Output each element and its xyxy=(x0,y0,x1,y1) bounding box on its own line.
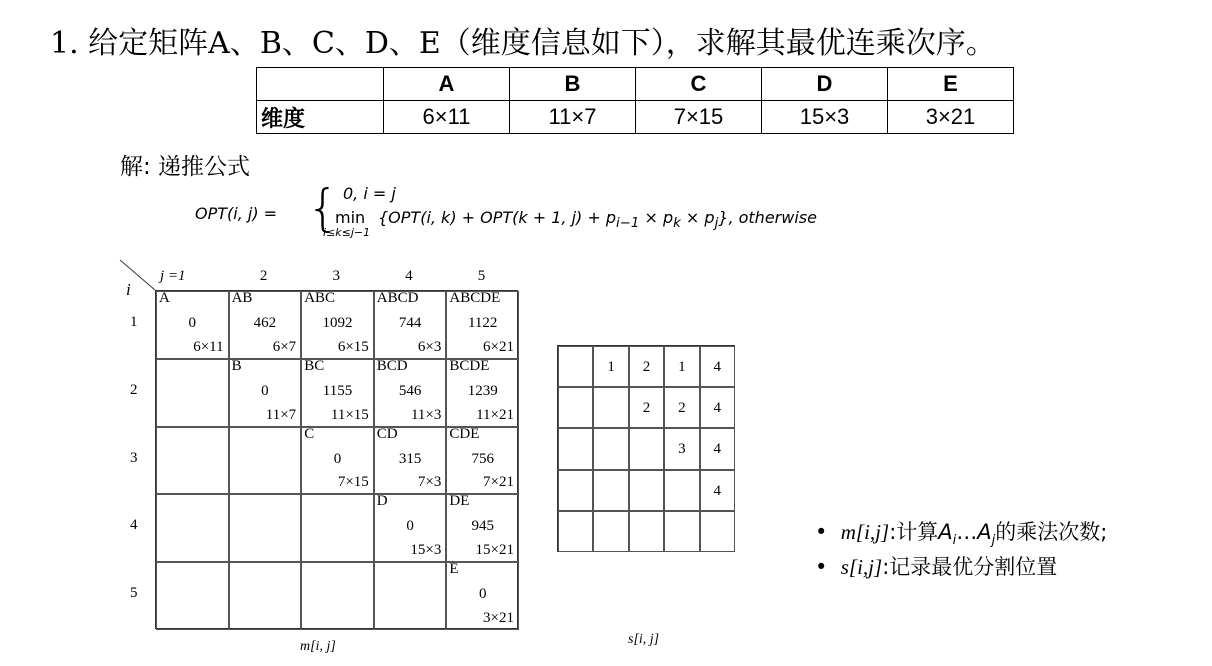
m-cell xyxy=(301,291,374,359)
cell-dimension: 6×21 xyxy=(483,338,514,355)
cell-dimension: 11×21 xyxy=(476,406,514,423)
m-cell xyxy=(446,562,519,630)
matrix-a: A xyxy=(938,520,953,544)
dims-header-cell: B xyxy=(510,68,636,101)
formula-lhs: OPT(i, j) = xyxy=(195,204,278,223)
cell-label: B xyxy=(231,357,242,374)
s-cell: 4 xyxy=(700,387,735,428)
cell-label: AB xyxy=(231,290,253,306)
s-cell: 1 xyxy=(664,346,699,387)
formula-case2 xyxy=(378,208,817,231)
cell-value: 546 xyxy=(398,382,422,399)
j-axis-label: j =1 xyxy=(160,268,186,284)
matrix-a: A xyxy=(977,520,992,544)
cell-value: 0 xyxy=(261,382,269,399)
m-cell xyxy=(374,427,447,495)
cell-label: BCDE xyxy=(449,357,490,374)
m-term: m[i,j] xyxy=(840,520,890,544)
cell-dimension: 7×15 xyxy=(337,474,369,491)
cell-label: BCD xyxy=(376,357,408,374)
m-cell xyxy=(446,494,519,562)
s-term: s[i,j] xyxy=(840,555,883,579)
s-cell: 3 xyxy=(664,428,699,469)
cell-value: 0 xyxy=(188,315,197,331)
formula-tail: }, otherwise xyxy=(718,208,817,227)
brace-icon: { xyxy=(307,179,339,237)
dims-row-label: 维度 xyxy=(257,101,384,134)
cell-dimension: 3×21 xyxy=(483,609,514,626)
s-cell: 4 xyxy=(700,428,735,469)
m-cell xyxy=(446,427,519,495)
sub-i-1: i−1 xyxy=(616,216,640,232)
s-cell xyxy=(593,470,628,511)
cell-dimension: 11×7 xyxy=(265,406,297,423)
formula-times: × p xyxy=(639,208,674,227)
cell-value: 1092 xyxy=(322,315,353,331)
m-cell xyxy=(374,291,447,359)
bullet-text: :记录最优分割位置 xyxy=(882,555,1058,579)
cell-label: CD xyxy=(376,425,398,442)
m-cell xyxy=(374,359,447,427)
s-cell: 4 xyxy=(700,470,735,511)
m-cell xyxy=(156,359,229,427)
cell-dimension: 7×21 xyxy=(483,474,514,491)
formula-min-subscript: i≤k≤j−1 xyxy=(323,226,371,239)
bullet-s: • s[i,j]:记录最优分割位置 xyxy=(815,555,1058,579)
m-cell xyxy=(374,494,447,562)
cell-value: 1155 xyxy=(322,382,353,399)
sub-j: j xyxy=(714,216,719,232)
m-table-caption: m[i, j] xyxy=(300,639,336,654)
dims-header-cell: E xyxy=(888,68,1014,101)
cell-dimension: 11×15 xyxy=(330,406,369,423)
s-cell xyxy=(629,511,664,552)
cell-dimension: 6×7 xyxy=(272,338,297,355)
s-table xyxy=(557,345,735,552)
cell-value: 744 xyxy=(398,315,422,331)
cell-dimension: 6×11 xyxy=(193,338,224,355)
cell-dimension: 11×3 xyxy=(410,406,442,423)
s-table-caption: s[i, j] xyxy=(628,632,660,647)
s-cell xyxy=(629,428,664,469)
m-cell xyxy=(374,562,447,630)
row-header: 5 xyxy=(130,585,138,602)
s-cell xyxy=(593,511,628,552)
m-cell xyxy=(229,291,302,359)
s-cell: 1 xyxy=(593,346,628,387)
cell-dimension: 6×3 xyxy=(417,338,442,355)
cell-label: C xyxy=(304,425,315,442)
cell-label: BC xyxy=(304,357,325,374)
cell-value: 945 xyxy=(471,518,494,535)
cell-value: 0 xyxy=(478,586,487,603)
cell-label: A xyxy=(159,290,170,306)
cell-dimension: 15×3 xyxy=(410,542,442,559)
cell-dimension: 15×21 xyxy=(475,542,514,559)
dims-value-cell: 6×11 xyxy=(384,101,510,134)
cell-label: ABCD xyxy=(376,290,419,306)
cell-label: DE xyxy=(449,493,470,510)
dims-header-cell xyxy=(257,68,384,101)
dims-value-cell: 3×21 xyxy=(888,101,1014,134)
cell-label: ABC xyxy=(304,290,336,306)
solution-label: 解: 递推公式 xyxy=(120,154,251,180)
dims-header-cell: A xyxy=(384,68,510,101)
dims-value-row xyxy=(257,101,1014,134)
question-title: 1. 给定矩阵A、B、C、D、E（维度信息如下），求解其最优连乘次序。 xyxy=(50,26,996,61)
formula-times: × p xyxy=(680,208,715,227)
m-cell xyxy=(229,562,302,630)
s-cell xyxy=(629,470,664,511)
s-cell xyxy=(558,346,593,387)
sub-j: j xyxy=(991,533,996,549)
dims-header-cell: D xyxy=(762,68,888,101)
s-cell xyxy=(664,470,699,511)
bullet-text: :计算 xyxy=(889,520,939,544)
dims-value-cell: 11×7 xyxy=(510,101,636,134)
dims-header-row xyxy=(257,68,1014,101)
sub-k: k xyxy=(673,216,681,232)
s-cell: 4 xyxy=(700,346,735,387)
m-table xyxy=(155,290,518,629)
cell-value: 0 xyxy=(406,518,414,535)
formula-case1: 0, i = j xyxy=(343,184,396,203)
s-cell xyxy=(664,511,699,552)
m-cell xyxy=(156,494,229,562)
cell-label: E xyxy=(449,561,459,578)
cell-value: 756 xyxy=(471,450,494,467)
col-header: 5 xyxy=(477,268,486,284)
cell-label: CDE xyxy=(449,425,480,442)
dimensions-table xyxy=(256,67,1014,134)
m-cell xyxy=(301,494,374,562)
s-cell: 2 xyxy=(629,387,664,428)
sub-i: i xyxy=(952,533,957,549)
m-cell xyxy=(446,291,519,359)
col-header: 2 xyxy=(259,268,268,284)
dims-header-cell: C xyxy=(636,68,762,101)
s-cell xyxy=(558,511,593,552)
s-cell xyxy=(558,428,593,469)
dims-value-cell: 15×3 xyxy=(762,101,888,134)
s-cell xyxy=(700,511,735,552)
row-header: 2 xyxy=(130,381,138,398)
cell-value: 1122 xyxy=(467,315,498,331)
cell-value: 315 xyxy=(398,450,422,467)
formula-body: {OPT(i, k) + OPT(k + 1, j) + p xyxy=(378,208,617,227)
diagonal-divider xyxy=(118,258,158,292)
bullet-text: 的乘法次数; xyxy=(995,520,1108,544)
s-cell xyxy=(593,428,628,469)
cell-value: 1239 xyxy=(467,382,498,399)
s-cell: 2 xyxy=(629,346,664,387)
s-cell xyxy=(593,387,628,428)
cell-label: ABCDE xyxy=(449,290,501,306)
cell-value: 0 xyxy=(333,450,342,467)
dims-value-cell: 7×15 xyxy=(636,101,762,134)
cell-dimension: 7×3 xyxy=(417,474,442,491)
cell-value: 462 xyxy=(253,315,277,331)
cell-dimension: 6×15 xyxy=(337,338,369,355)
s-cell xyxy=(558,470,593,511)
cell-label: D xyxy=(376,493,388,510)
row-header: 4 xyxy=(130,517,138,534)
m-cell xyxy=(156,427,229,495)
m-cell xyxy=(229,427,302,495)
recurrence-formula xyxy=(195,179,975,242)
m-cell xyxy=(229,359,302,427)
s-cell xyxy=(558,387,593,428)
m-cell xyxy=(446,359,519,427)
m-cell xyxy=(301,359,374,427)
formula-min: min xyxy=(335,208,366,227)
dots: … xyxy=(956,520,978,544)
row-header: 3 xyxy=(130,449,138,466)
i-axis-label: i xyxy=(126,280,131,299)
s-cell: 2 xyxy=(664,387,699,428)
col-header: 4 xyxy=(405,268,413,284)
m-cell xyxy=(156,562,229,630)
row-header: 1 xyxy=(130,313,138,330)
col-header: 3 xyxy=(332,268,340,284)
m-cell xyxy=(301,427,374,495)
m-cell xyxy=(156,291,229,359)
bullet-m: • m[i,j]:计算$A_i\dots A_j$的乘法次数; xyxy=(815,520,1108,549)
m-cell xyxy=(229,494,302,562)
m-cell xyxy=(301,562,374,630)
